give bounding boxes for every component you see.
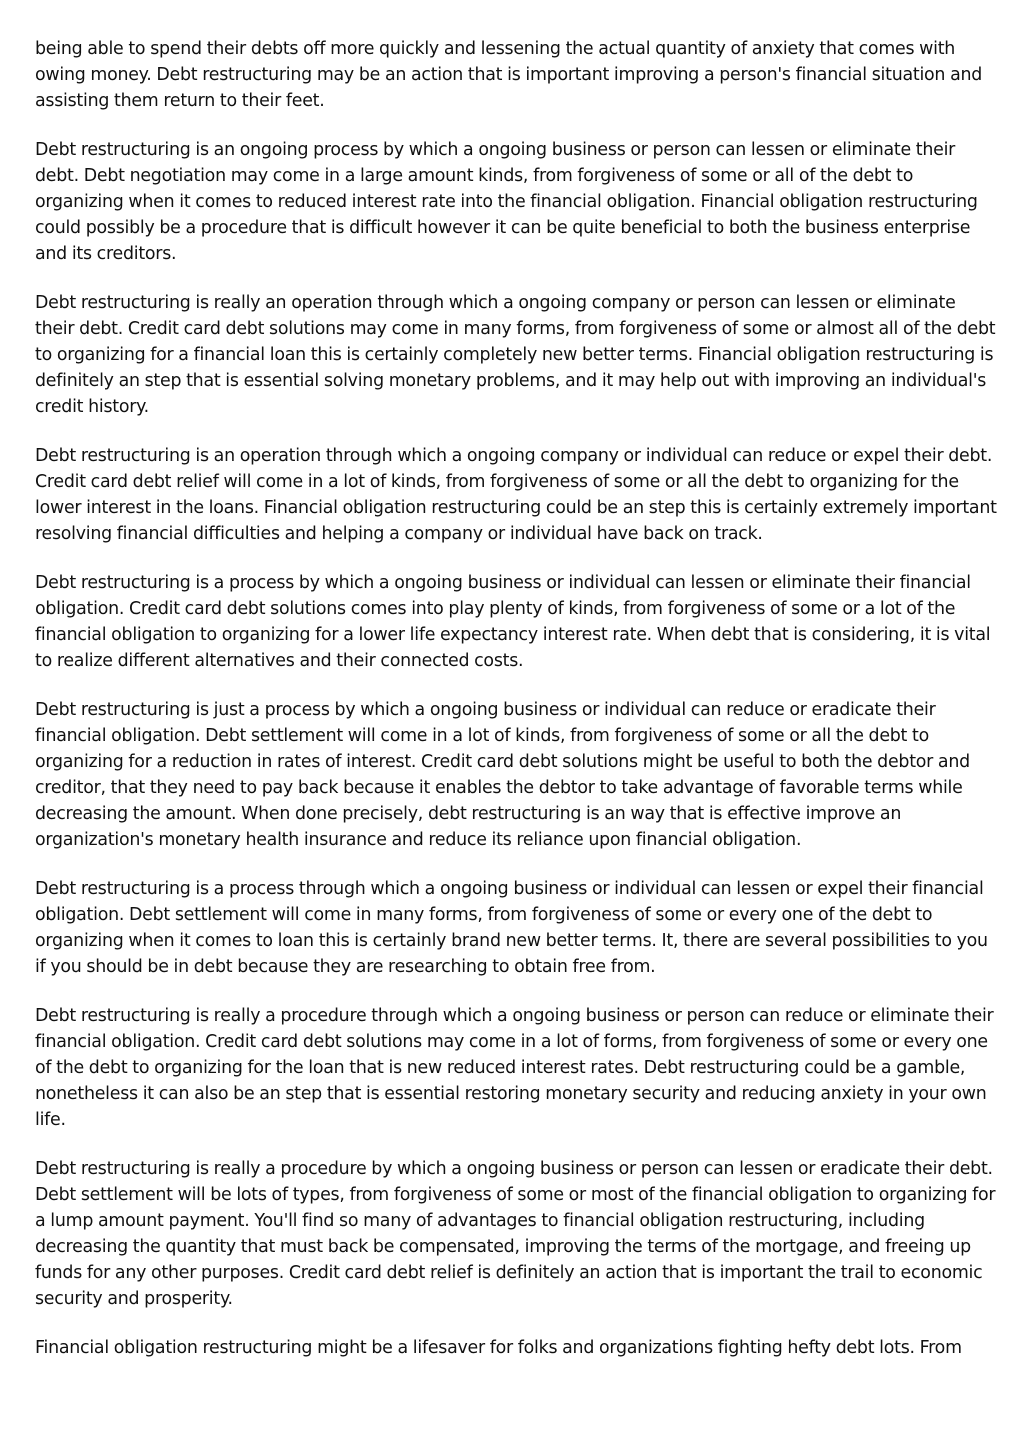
paragraph-10: Financial obligation restructuring might be a lifesaver for folks and organizations fighting hefty debt lots. From [35,1338,962,1358]
paragraph-1: being able to spend their debts off more quickly and lessening the actual quantity of anxiety that comes with owing money. Debt restructuring may be an action that is important improving a person's financial situation and assisting them return to their feet. [35,39,983,111]
document-body [35,36,997,1384]
paragraph-5: Debt restructuring is a process by which a ongoing business or individual can lessen or eliminate their financial obligation. Credit card debt solutions comes into play plenty of kinds, from forgiveness of some or a lot of the financial obligation to organizing for a lower life expectancy interest rate. When debt that is considering, it is vital to realize different alternatives and their connected costs. [35,573,991,671]
paragraph-8: Debt restructuring is really a procedure through which a ongoing business or person can reduce or eliminate their financial obligation. Credit card debt solutions may come in a lot of forms, from forgiveness of some or every one of the debt to organizing for the loan that is new reduced interest rates. Debt restructuring could be a gamble, nonetheless it can also be an step that is essential restoring monetary security and reducing anxiety in your own life. [35,1006,994,1130]
paragraph-3: Debt restructuring is really an operation through which a ongoing company or person can lessen or eliminate their debt. Credit card debt solutions may come in many forms, from forgiveness of some or almost all of the debt to organizing for a financial loan this is certainly completely new better terms. Financial obligation restructuring is definitely an step that is essential solving monetary problems, and it may help out with improving an individual's credit history. [35,293,996,417]
paragraph-7: Debt restructuring is a process through which a ongoing business or individual can lessen or expel their financial obligation. Debt settlement will come in many forms, from forgiveness of some or every one of the debt to organizing when it comes to loan this is certainly brand new better terms. It, there are several possibilities to you if you should be in debt because they are researching to obtain free from. [35,879,988,977]
paragraph-2: Debt restructuring is an ongoing process by which a ongoing business or person can lessen or eliminate their debt. Debt negotiation may come in a large amount kinds, from forgiveness of some or all of the debt to organizing when it comes to reduced interest rate into the financial obligation. Financial obligation restructuring could possibly be a procedure that is difficult however it can be quite beneficial to both the business enterprise and its creditors. [35,140,978,264]
paragraph-4: Debt restructuring is an operation through which a ongoing company or individual can reduce or expel their debt. Credit card debt relief will come in a lot of kinds, from forgiveness of some or all the debt to organizing for the lower interest in the loans. Financial obligation restructuring could be an step this is certainly extremely important resolving financial difficulties and helping a company or individual have back on track. [35,446,997,544]
paragraph-9: Debt restructuring is really a procedure by which a ongoing business or person can lessen or eradicate their debt. Debt settlement will be lots of types, from forgiveness of some or most of the financial obligation to organizing for a lump amount payment. You'll find so many of advantages to financial obligation restructuring, including decreasing the quantity that must back be compensated, improving the terms of the mortgage, and freeing up funds for any other purposes. Credit card debt relief is definitely an action that is important the trail to economic security and prosperity. [35,1159,996,1309]
paragraph-6: Debt restructuring is just a process by which a ongoing business or individual can reduce or eradicate their financial obligation. Debt settlement will come in a lot of kinds, from forgiveness of some or all the debt to organizing for a reduction in rates of interest. Credit card debt solutions might be useful to both the debtor and creditor, that they need to pay back because it enables the debtor to take advantage of favorable terms while decreasing the amount. When done precisely, debt restructuring is an way that is effective improve an organization's monetary health insurance and reduce its reliance upon financial obligation. [35,700,970,850]
